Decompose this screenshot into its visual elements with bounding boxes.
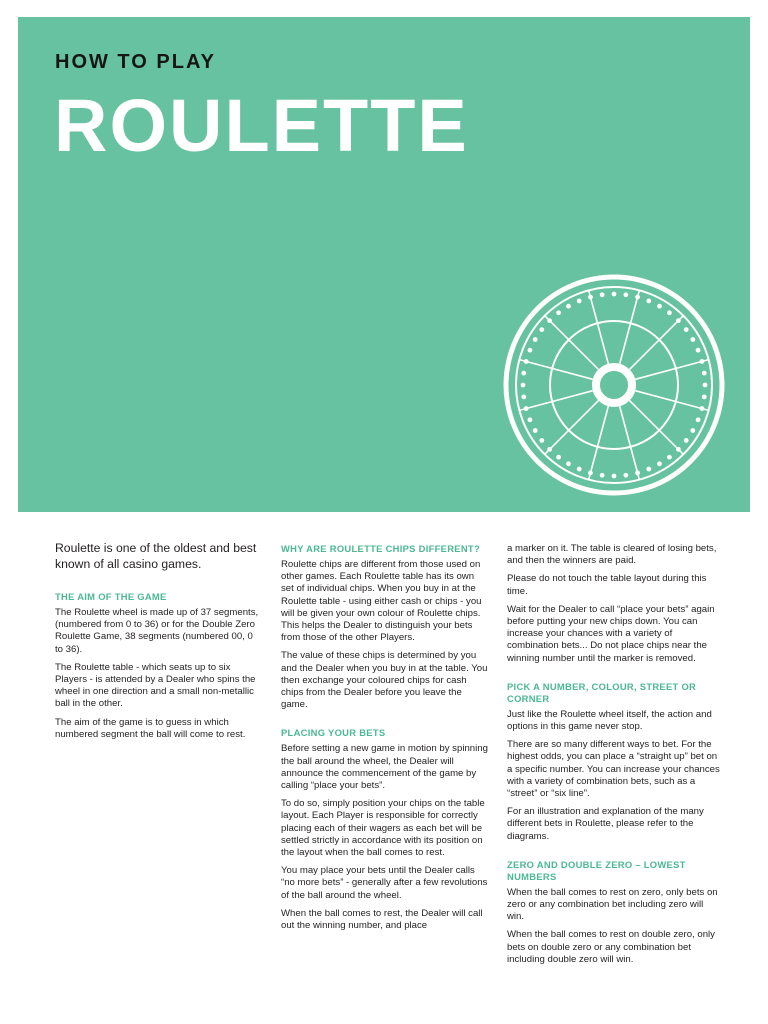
column-2 [281,543,489,938]
paragraph: You may place your bets until the Dealer calls “no more bets” - generally after a few revolutions of the ball around the wheel. [281,865,488,901]
paragraph: Please do not touch the table layout during this time. [507,573,707,597]
paragraph: There are so many different ways to bet. For the highest odds, you can place a “straight up” bet on a specific number. You can increase your chances with a variety of combination bets, such as a “street” or “six line”. [507,739,720,800]
paragraph: The aim of the game is to guess in which numbered segment the ball will come to rest. [55,716,246,740]
paragraph: When the ball comes to rest on zero, only bets on zero or any combination bet including zero will win. [507,886,718,923]
paragraph: To do so, simply position your chips on the table layout. Each Player is responsible for correctly placing each of their wagers as each bet will be settled strictly in accordance with its position on the layout when the ball comes to rest. [281,798,485,859]
paragraph: When the ball comes to rest, the Dealer will call out the winning number, and place [281,907,483,932]
page-title: ROULETTE [54,84,469,167]
paragraph: Roulette chips are different from those used on other games. Each Roulette table has its own set of individual chips. When you buy in at the Roulette table - using either cash or chips - you will be given your own colour of Roulette chips. This helps the Dealer to distinguish your bets from those of the other Players. [281,559,482,644]
hero-banner [18,17,750,512]
column-3 [507,543,720,972]
paragraph: a marker on it. The table is cleared of losing bets, and then the winners are paid. [507,543,717,567]
heading-chips: WHY ARE ROULETTE CHIPS DIFFERENT? [281,543,480,554]
intro-text: Roulette is one of the oldest and best known of all casino games. [55,541,257,571]
paragraph: The Roulette table - which seats up to six Players - is attended by a Dealer who spins the wheel in one direction and a small non-metallic ball in the other. [55,661,256,710]
paragraph: For an illustration and explanation of the many different bets in Roulette, please refer to the diagrams. [507,806,704,842]
column-1 [55,540,260,747]
heading-placing-bets: PLACING YOUR BETS [281,727,386,739]
heading-aim: THE AIM OF THE GAME [55,591,167,602]
paragraph: Wait for the Dealer to call “place your bets” again before putting your new chips down. You can increase your chances with a variety of combination bets... Do not place chips near the winning number until the marker is removed. [507,603,715,664]
paragraph: Just like the Roulette wheel itself, the action and options in this game never stop. [507,708,712,733]
page-kicker: HOW TO PLAY [55,51,216,73]
paragraph: Before setting a new game in motion by spinning the ball around the wheel, the Dealer will announce the commencement of the game by calling “place your bets”. [281,743,488,792]
heading-zero: ZERO AND DOUBLE ZERO – LOWEST NUMBERS [507,858,686,882]
paragraph: The value of these chips is determined by you and the Dealer when you buy in at the table. You then exchange your coloured chips for cash chips from the Dealer before you leave the game. [281,650,488,711]
paragraph: When the ball comes to rest on double zero, only bets on double zero or any combination bet including double zero will win. [507,929,715,965]
paragraph: The Roulette wheel is made up of 37 segments, (numbered from 0 to 36) or for the Double Zero Roulette Game, 38 segments (numbered 00, 0 to 36). [55,607,259,655]
heading-pick-number: PICK A NUMBER, COLOUR, STREET OR CORNER [507,680,697,704]
roulette-wheel-icon [502,273,726,497]
